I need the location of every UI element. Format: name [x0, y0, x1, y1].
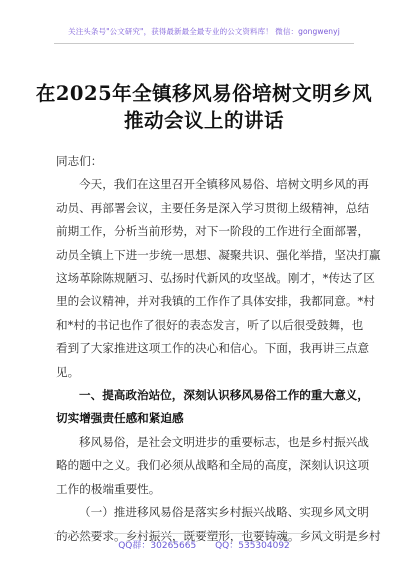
footer-qq-group: QQ群：30265665 — [118, 541, 197, 551]
paragraph-line: 这场革除陈规陋习、弘扬时代新风的攻坚战。刚才，*传达了区 — [56, 271, 375, 286]
paragraph-line: 见。 — [56, 364, 80, 379]
section-heading-1 — [56, 384, 369, 431]
paragraph-2 — [56, 431, 370, 501]
heading-line: 一、提高政治站位，深刻认识移风易俗工作的重大意义， — [79, 388, 369, 403]
paragraph-line: 看到了大家推进这项工作的决心和信心。下面，我再讲三点意 — [56, 341, 370, 356]
paragraph-line: 动员全镇上下进一步统一思想、凝聚共识、强化举措，坚决打赢 — [56, 247, 381, 262]
footer-qq: QQ：535304092 — [215, 541, 290, 551]
paragraph-line: 今天，我们在这里召开全镇移风易俗、培树文明乡风的再 — [79, 177, 369, 192]
title-line-1: 在2025年全镇移风易俗培树文明乡风 — [35, 82, 373, 105]
header-divider — [54, 43, 354, 44]
document-title — [0, 80, 408, 134]
paragraph-1 — [56, 173, 381, 384]
document-body — [56, 150, 381, 548]
paragraph-line: 里的会议精神，并对我镇的工作作了具体安排，我都同意。*村 — [56, 294, 375, 309]
paragraph-line: 略的题中之义。我们必须从战略和全局的高度，深刻认识这项 — [56, 458, 370, 473]
title-line-2: 推动会议上的讲话 — [123, 109, 284, 132]
paragraph-line: （一）推进移风易俗是落实乡村振兴战略、实现乡风文明 — [79, 505, 369, 520]
paragraph-line: 的必然要求。乡村振兴，既要塑形，也要铸魂。乡风文明是乡村 — [56, 528, 381, 543]
paragraph-line: 工作的极端重要性。 — [56, 481, 161, 496]
heading-line: 切实增强责任感和紧迫感 — [56, 411, 184, 426]
footer-divider — [54, 533, 354, 534]
page-header — [0, 0, 408, 46]
header-banner: 关注头条号"公文研究"，获得最新最全最专业的公文资料库！ 微信：gongwenyj — [68, 27, 340, 36]
salutation: 同志们： — [56, 154, 103, 168]
paragraph-line: 和*村的书记也作了很好的表态发言，听了以后很受鼓舞，也 — [56, 317, 364, 332]
paragraph-line: 前期工作，分析当前形势，对下一阶段的工作进行全面部署， — [56, 224, 370, 239]
paragraph-line: 移风易俗，是社会文明进步的重要标志，也是乡村振兴战 — [79, 434, 369, 449]
paragraph-line: 动员、再部署会议，主要任务是深入学习贯彻上级精神，总结 — [56, 200, 370, 215]
page-footer — [0, 538, 408, 551]
